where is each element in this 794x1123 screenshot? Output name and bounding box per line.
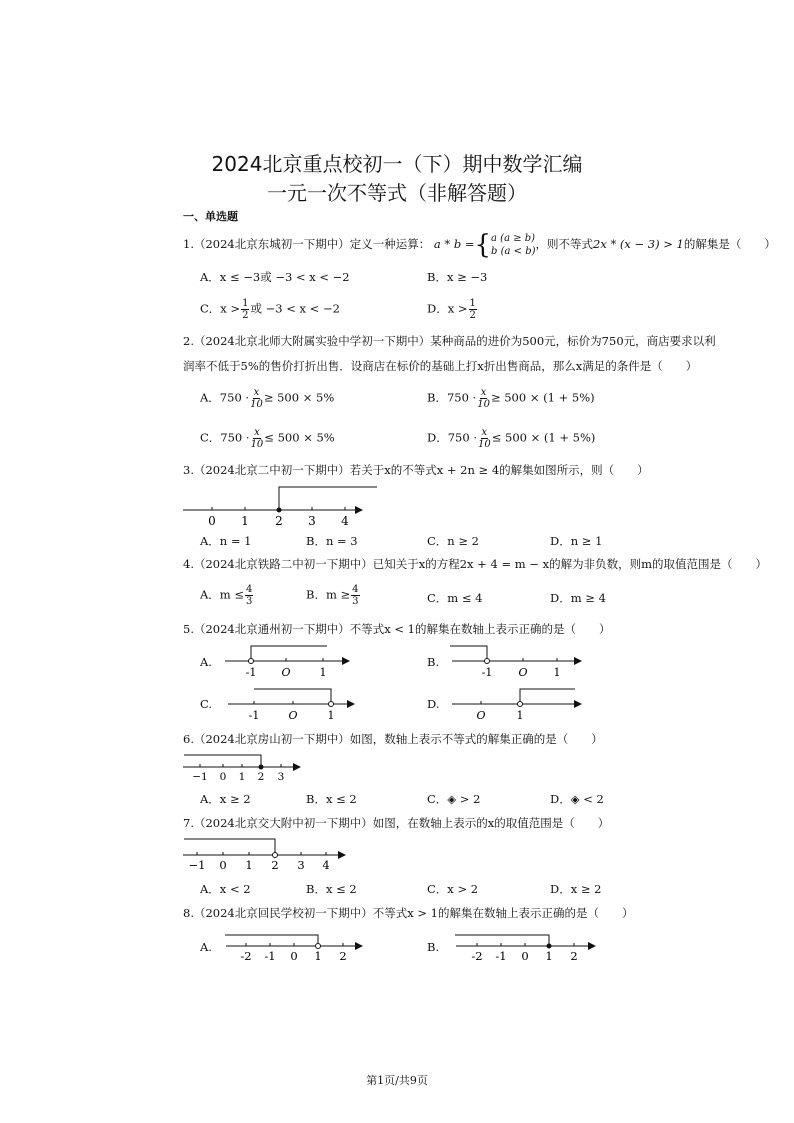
section-heading: 一、单选题: [183, 210, 238, 223]
q1-c-den: 2: [242, 310, 249, 321]
q2-b-post: ≥ 500 × (1 + 5%): [490, 390, 595, 405]
q2-option-d[interactable]: [427, 427, 595, 450]
q7-option-b[interactable]: B．x ≤ 2: [306, 882, 357, 896]
q8b-lbl-0: 0: [521, 949, 529, 963]
question-3-stem: 3.（2024北京二中初一下期中）若关于x的不等式x + 2n ≥ 4的解集如图所示，则（ ）: [183, 463, 649, 477]
q1-c-num: 1: [242, 298, 249, 309]
q4-option-a[interactable]: [200, 584, 254, 607]
q5d-lbl-o: O: [476, 709, 486, 722]
q6-solid-dot: [259, 765, 264, 770]
q8b-lbl-2: 2: [570, 949, 578, 963]
q4-a-pre: A．m ≤: [200, 587, 245, 602]
q1-d-pre: D．x >: [427, 301, 468, 316]
q2-option-a[interactable]: [200, 387, 334, 410]
q1-option-c[interactable]: [200, 298, 340, 321]
q1-case-2: b (a < b): [491, 246, 536, 257]
q3-label-3: 3: [308, 514, 316, 528]
q1-def-lhs: a * b =: [433, 237, 475, 251]
q4-option-b[interactable]: [306, 584, 361, 607]
q1-text-a: 定义一种运算：: [349, 237, 431, 251]
q8a-lbl-m1: -1: [264, 949, 276, 963]
q2-a-den: 10: [250, 399, 263, 410]
q5-option-a-label[interactable]: A.: [200, 655, 212, 669]
q5c-lbl-m1: -1: [248, 709, 260, 722]
q8a-lbl-0: 0: [290, 949, 298, 963]
q2-c-post: ≤ 500 × 5%: [264, 430, 335, 445]
q1-cases: [491, 232, 535, 258]
q5-option-d-figure[interactable]: [447, 686, 587, 722]
q3-label-4: 4: [341, 514, 349, 528]
q8-option-b-label[interactable]: B.: [427, 940, 440, 954]
q1-text-b: ，则不等式: [535, 237, 594, 251]
q5a-lbl-o: O: [281, 666, 291, 679]
q5-option-c-label[interactable]: C.: [200, 697, 213, 711]
q6-label-1: 1: [238, 771, 246, 783]
q1-d-den: 2: [469, 310, 476, 321]
q3-option-b[interactable]: B．n = 3: [306, 534, 358, 548]
q7-label-1: 1: [245, 858, 253, 872]
question-5-stem: 5.（2024北京通州初一下期中）不等式x < 1的解集在数轴上表示正确的是（ ）: [183, 622, 611, 636]
q2-d-num: x: [481, 427, 488, 438]
q1-option-b[interactable]: B．x ≥ −3: [427, 270, 488, 284]
q4-option-c[interactable]: C．m ≤ 4: [427, 591, 483, 605]
q1-c-fraction: [241, 298, 249, 321]
q2-c-fraction: [251, 427, 264, 450]
q5-option-b-label[interactable]: B.: [427, 655, 440, 669]
q7-label-0: 0: [219, 858, 227, 872]
q3-option-c[interactable]: C．n ≥ 2: [427, 534, 479, 548]
q1-option-a[interactable]: A．x ≤ −3或 −3 < x < −2: [200, 270, 350, 284]
q4-option-d[interactable]: D．m ≥ 4: [550, 591, 606, 605]
q7-option-d[interactable]: D．x ≥ 2: [550, 882, 602, 896]
q3-arrow: [355, 506, 363, 514]
q5-option-b-figure[interactable]: [447, 643, 587, 679]
q2-c-den: 10: [250, 439, 264, 450]
q5-option-a-figure[interactable]: [220, 643, 355, 679]
q7-label-2: 2: [271, 858, 279, 872]
q5c-lbl-o: O: [288, 709, 298, 722]
q7-solution-bracket: [184, 839, 275, 855]
q5c-lbl-1: 1: [327, 709, 335, 722]
question-6-stem: 6.（2024北京房山初一下期中）如图，数轴上表示不等式的解集正确的是（ ）: [183, 732, 603, 746]
q2-a-post: ≥ 500 × 5%: [263, 390, 335, 405]
q2-d-post: ≤ 500 × (1 + 5%): [491, 430, 596, 445]
q2-a-fraction: [250, 387, 263, 410]
q2-b-pre: B．750 ·: [427, 390, 477, 405]
q5-option-d-label[interactable]: D.: [427, 697, 440, 711]
q5a-lbl-1: 1: [319, 666, 327, 679]
q1-d-num: 1: [469, 298, 476, 309]
q2-c-pre: C．750 ·: [200, 430, 250, 445]
q2-b-den: 10: [477, 399, 490, 410]
question-1-stem: [183, 232, 776, 258]
question-2-line-2: 润率不低于5%的售价打折出售．设商店在标价的基础上打x折出售商品，那么x满足的条件是（ ）: [183, 359, 698, 373]
q8a-lbl-2: 2: [339, 949, 347, 963]
q8a-lbl-m2: -2: [240, 949, 252, 963]
q3-label-0: 0: [208, 514, 216, 528]
q6-label-2: 2: [257, 771, 265, 783]
q8b-lbl-m1: -1: [495, 949, 507, 963]
q3-option-d[interactable]: D．n ≥ 1: [550, 534, 603, 548]
q3-label-1: 1: [241, 514, 249, 528]
page-subtitle: 一元一次不等式（非解答题）: [267, 181, 527, 205]
q5a-lbl-m1: -1: [245, 666, 257, 679]
q7-option-a[interactable]: A．x < 2: [200, 882, 251, 896]
q1-d-fraction: [469, 298, 477, 321]
q3-solid-dot: [277, 508, 282, 513]
q1-text-c: 的解集是（ ）: [683, 237, 776, 251]
q3-solution-bracket: [279, 487, 377, 510]
q2-d-den: 10: [477, 439, 491, 450]
q4-a-fraction: [245, 584, 253, 607]
q2-a-pre: A．750 ·: [200, 390, 250, 405]
q1-inequality: 2x * (x − 3) > 1: [593, 237, 684, 251]
q1-case-1: a (a ≥ b): [491, 233, 536, 244]
page-title: 2024北京重点校初一（下）期中数学汇编: [211, 152, 583, 176]
q7-open-dot: [273, 853, 278, 858]
q5d-lbl-1: 1: [516, 709, 524, 722]
q3-number-line: [183, 484, 383, 528]
q7-label-m1: −1: [188, 858, 206, 872]
q2-b-num: x: [480, 387, 487, 398]
q5b-lbl-1: 1: [553, 666, 561, 679]
question-7-stem: 7.（2024北京交大附中初一下期中）如图，在数轴上表示的x的取值范围是（ ）: [183, 816, 610, 830]
q5-option-c-figure[interactable]: [220, 686, 360, 722]
q7-label-3: 3: [297, 858, 305, 872]
q2-d-fraction: [478, 427, 491, 450]
q6-number-line: [183, 752, 308, 784]
q4-a-num: 4: [246, 584, 253, 595]
q2-option-b[interactable]: [427, 387, 595, 410]
q5b-lbl-m1: -1: [481, 666, 493, 679]
q1-c-pre: C．x >: [200, 301, 241, 316]
q8-option-a-label[interactable]: A.: [200, 940, 212, 954]
q4-a-den: 3: [246, 596, 253, 607]
q6-option-a[interactable]: A．x ≥ 2: [200, 792, 251, 806]
q2-c-num: x: [254, 427, 260, 438]
q2-d-pre: D．750 ·: [427, 430, 477, 445]
q6-label-3: 3: [277, 771, 285, 783]
q4-b-num: 4: [352, 584, 359, 595]
question-8-stem: 8.（2024北京回民学校初一下期中）不等式x > 1的解集在数轴上表示正确的是（ ）: [183, 906, 634, 920]
question-2-line-1: 2.（2024北京北师大附属实验中学初一下期中）某种商品的进价为500元，标价为750元，商店要求以利: [183, 334, 716, 348]
q1-option-d[interactable]: [427, 298, 478, 321]
q1-source: （2024北京东城初一下期中）: [193, 237, 350, 251]
q5b-lbl-o: O: [518, 666, 528, 679]
q8-option-a-figure[interactable]: [222, 930, 367, 964]
q6-option-b[interactable]: B．x ≤ 2: [306, 792, 357, 806]
q1-brace: {: [474, 230, 492, 260]
q7-number-line: [183, 836, 353, 872]
q2-b-fraction: [477, 387, 490, 410]
q4-b-den: 3: [352, 596, 359, 607]
q7-label-4: 4: [322, 858, 330, 872]
q6-option-c[interactable]: C．◈ > 2: [427, 792, 481, 806]
q6-option-d[interactable]: D．◈ < 2: [550, 792, 604, 806]
q8-option-b-figure[interactable]: [452, 930, 600, 964]
q1-number: 1.: [183, 237, 194, 251]
q3-label-2: 2: [275, 514, 283, 528]
q7-option-c[interactable]: C．x > 2: [427, 882, 479, 896]
q6-label-m1: −1: [192, 771, 208, 783]
q4-b-pre: B．m ≥: [306, 587, 351, 602]
q3-option-a[interactable]: A．n = 1: [200, 534, 252, 548]
page-footer: 第1页/共9页: [366, 1074, 428, 1087]
q8a-lbl-1: 1: [314, 949, 322, 963]
q4-b-fraction: [351, 584, 359, 607]
q8b-lbl-1: 1: [545, 949, 553, 963]
q2-option-c[interactable]: [200, 427, 335, 450]
q2-a-num: x: [253, 387, 260, 398]
q1-c-post: 或 −3 < x < −2: [250, 301, 340, 316]
question-4-stem: 4.（2024北京铁路二中初一下期中）已知关于x的方程2x + 4 = m − x的解为非负数，则m的取值范围是（ ）: [183, 557, 767, 571]
q8b-lbl-m2: -2: [471, 949, 483, 963]
q6-label-0: 0: [219, 771, 227, 783]
